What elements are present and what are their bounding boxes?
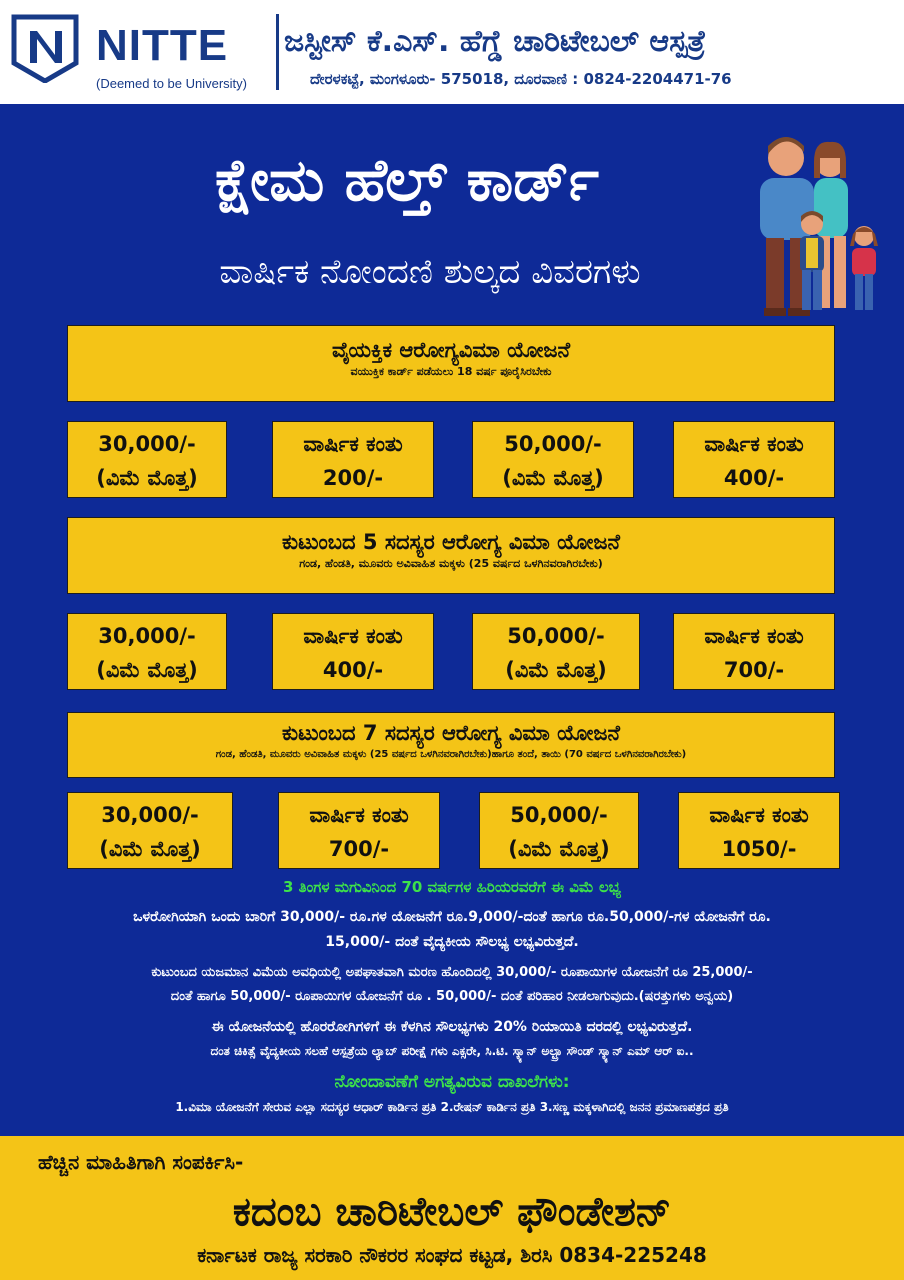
cell-line: ವಾರ್ಷಿಕ ಕಂತು xyxy=(309,803,409,827)
outpatient-line-1: ಈ ಯೋಜನೆಯಲ್ಲಿ ಹೊರರೋಗಿಗಳಿಗೆ ಈ ಕೆಳಗಿನ ಸೌಲಭ್ಯಗಳು 20% ರಿಯಾಯಿತಿ ದರದಲ್ಲಿ ಲಭ್ಯವಿರುತ್ತದೆ. xyxy=(211,1019,693,1035)
plan-cell xyxy=(67,792,233,869)
plan-family7-header xyxy=(67,712,835,778)
cell-line: (ವಿಮೆ ಮೊತ್ತ) xyxy=(96,466,198,490)
accident-line-1: ಕುಟುಂಬದ ಯಜಮಾನ ವಿಮೆಯ ಅವಧಿಯಲ್ಲಿ ಅಪಘಾತವಾಗಿ ಮರಣ ಹೊಂದಿದಲ್ಲಿ 30,000/- ರೂಪಾಯಿಗಳ ಯೋಜನೆಗೆ ರೂ 25,000/- xyxy=(151,965,753,980)
documents-list: 1.ವಿಮಾ ಯೋಜನೆಗೆ ಸೇರುವ ಎಲ್ಲಾ ಸದಸ್ಯರ ಆಧಾರ್ ಕಾರ್ಡಿನ ಪ್ರತಿ 2.ರೇಷನ್ ಕಾರ್ಡಿನ ಪ್ರತಿ 3.ಸಣ್ಣ ಮಕ್ಕಳಾಗಿದಲ್ಲಿ ಜನನ ಪ್ರಮಾಣಪತ್ರದ ಪ್ರತಿ xyxy=(175,1100,729,1114)
card-subtitle: ವಾರ್ಷಿಕ ನೋಂದಣಿ ಶುಲ್ಕದ ವಿವರಗಳು xyxy=(219,252,641,292)
cell-line: 200/- xyxy=(322,466,384,490)
eligibility-note: 3 ತಿಂಗಳ ಮಗುವಿನಿಂದ 70 ವರ್ಷಗಳ ಹಿರಿಯರವರೆಗೆ ಈ ವಿಮೆ ಲಭ್ಯ xyxy=(282,878,621,896)
footer-bar xyxy=(0,1136,904,1280)
cell-line: ವಾರ್ಷಿಕ ಕಂತು xyxy=(303,432,403,456)
cell-line: ವಾರ್ಷಿಕ ಕಂತು xyxy=(704,624,804,648)
documents-heading: ನೋಂದಾವಣೆಗೆ ಅಗತ್ಯವಿರುವ ದಾಖಲೆಗಳು: xyxy=(334,1072,570,1092)
cell-line: ವಾರ್ಷಿಕ ಕಂತು xyxy=(303,624,403,648)
plan-cell xyxy=(272,613,434,690)
cell-line: 30,000/- xyxy=(98,432,196,456)
plan-cell xyxy=(678,792,840,869)
plan-cell xyxy=(278,792,440,869)
accident-line-2: ದಂತೆ ಹಾಗೂ 50,000/- ರೂಪಾಯಿಗಳ ಯೋಜನೆಗೆ ರೂ . 50,000/- ದಂತೆ ಪರಿಹಾರ ನೀಡಲಾಗುವುದು.(ಷರತ್ತುಗಳು ಅನ್ವಯ) xyxy=(170,989,734,1004)
cell-line: 700/- xyxy=(723,658,785,682)
logo-subtitle: (Deemed to be University) xyxy=(96,76,247,91)
inpatient-line-2: 15,000/- ದಂತೆ ವೈದ್ಯಕೀಯ ಸೌಲಭ್ಯ ಲಭ್ಯವಿರುತ್ತದೆ. xyxy=(325,934,579,950)
cell-line: (ವಿಮೆ ಮೊತ್ತ) xyxy=(502,466,604,490)
header-bar xyxy=(0,0,904,104)
footer-address: ಕರ್ನಾಟಕ ರಾಜ್ಯ ಸರಕಾರಿ ನೌಕರರ ಸಂಘದ ಕಟ್ಟಡ, ಶಿರಸಿ 0834-225248 xyxy=(197,1243,707,1267)
cell-line: 30,000/- xyxy=(98,624,196,648)
plan-note: ವಯುಕ್ತಿಕ ಕಾರ್ಡ್ ಪಡೆಯಲು 18 ವರ್ಷ ಪೂರೈಸಿರಬೇಕು xyxy=(350,365,552,378)
plan-individual-header xyxy=(67,325,835,402)
plan-cell xyxy=(673,421,835,498)
cell-line: ವಾರ್ಷಿಕ ಕಂತು xyxy=(709,803,809,827)
nitte-logo-icon xyxy=(10,13,80,83)
plan-cell xyxy=(472,613,640,690)
plan-title: ವೈಯಕ್ತಿಕ ಆರೋಗ್ಯವಿಮಾ ಯೋಜನೆ xyxy=(331,338,571,362)
plan-title: ಕುಟುಂಬದ 5 ಸದಸ್ಯರ ಆರೋಗ್ಯ ವಿಮಾ ಯೋಜನೆ xyxy=(281,530,621,554)
plan-cell xyxy=(673,613,835,690)
foundation-name: ಕದಂಬ ಚಾರಿಟೇಬಲ್ ಫೌಂಡೇಶನ್ xyxy=(232,1189,672,1235)
contact-label: ಹೆಚ್ಚಿನ ಮಾಹಿತಿಗಾಗಿ ಸಂಪರ್ಕಿಸಿ- xyxy=(38,1150,244,1174)
cell-line: 50,000/- xyxy=(507,624,605,648)
plan-note: ಗಂಡ, ಹೆಂಡತಿ, ಮೂವರು ಅವಿವಾಹಿತ ಮಕ್ಕಳು (25 ವರ್ಷದ ಒಳಗಿನವರಾಗಿರಬೇಕು) xyxy=(299,557,603,570)
outpatient-services: ದಂತ ಚಿಕಿತ್ಸೆ ವೈದ್ಯಕೀಯ ಸಲಹೆ ಆಸ್ಪತ್ರೆಯ ಲ್ಯಾಬ್ ಪರೀಕ್ಷೆ ಗಳು ಎಕ್ಸರೇ, ಸಿ.ಟಿ. ಸ್ಕ್ಯಾನ್ ಅಲ್ಟ್ರಾ ಸೌಂಡ್ ಸ್ಕ್ಯಾನ್ ಎಮ್ ಆರ್ ಐ.. xyxy=(210,1044,694,1058)
cell-line: 30,000/- xyxy=(101,803,199,827)
logo-text: NITTE xyxy=(96,21,229,70)
cell-line: (ವಿಮೆ ಮೊತ್ತ) xyxy=(508,837,610,861)
hospital-address: ದೇರಳಕಟ್ಟೆ, ಮಂಗಳೂರು- 575018, ದೂರವಾಣಿ : 0824-2204471-76 xyxy=(310,70,732,88)
header-divider xyxy=(276,14,279,90)
plan-family5-header xyxy=(67,517,835,594)
plan-cell xyxy=(479,792,639,869)
cell-line: (ವಿಮೆ ಮೊತ್ತ) xyxy=(96,658,198,682)
cell-line: (ವಿಮೆ ಮೊತ್ತ) xyxy=(99,837,201,861)
inpatient-line-1: ಒಳರೋಗಿಯಾಗಿ ಒಂದು ಬಾರಿಗೆ 30,000/- ರೂ.ಗಳ ಯೋಜನೆಗೆ ರೂ.9,000/-ದಂತೆ ಹಾಗೂ ರೂ.50,000/-ಗಳ ಯೋಜನೆಗೆ ರೂ. xyxy=(133,909,771,925)
plan-cell xyxy=(472,421,634,498)
family-illustration-icon xyxy=(742,128,892,318)
plan-cell xyxy=(67,613,227,690)
hospital-name: ಜಸ್ಟೀಸ್ ಕೆ.ಎಸ್. ಹೆಗ್ಡೆ ಚಾರಿಟೇಬಲ್ ಆಸ್ಪತ್ರೆ xyxy=(284,24,706,59)
card-title: ಕ್ಷೇಮ ಹೆಲ್ತ್ ಕಾರ್ಡ್ xyxy=(215,146,599,214)
cell-line: (ವಿಮೆ ಮೊತ್ತ) xyxy=(505,658,607,682)
cell-line: 400/- xyxy=(322,658,384,682)
cell-line: 50,000/- xyxy=(510,803,608,827)
plan-title: ಕುಟುಂಬದ 7 ಸದಸ್ಯರ ಆರೋಗ್ಯ ವಿಮಾ ಯೋಜನೆ xyxy=(281,721,621,745)
cell-line: 50,000/- xyxy=(504,432,602,456)
plan-cell xyxy=(272,421,434,498)
cell-line: ವಾರ್ಷಿಕ ಕಂತು xyxy=(704,432,804,456)
cell-line: 400/- xyxy=(723,466,785,490)
cell-line: 700/- xyxy=(328,837,390,861)
plan-cell xyxy=(67,421,227,498)
cell-line: 1050/- xyxy=(721,837,797,861)
plan-note: ಗಂಡ, ಹೆಂಡತಿ, ಮೂವರು ಅವಿವಾಹಿತ ಮಕ್ಕಳು (25 ವರ್ಷದ ಒಳಗಿನವರಾಗಿರಬೇಕು)ಹಾಗೂ ತಂದೆ, ತಾಯಿ (70 ವರ್ಷದ ಒಳಗಿನವರಾಗಿರಬೇಕು) xyxy=(215,749,687,760)
